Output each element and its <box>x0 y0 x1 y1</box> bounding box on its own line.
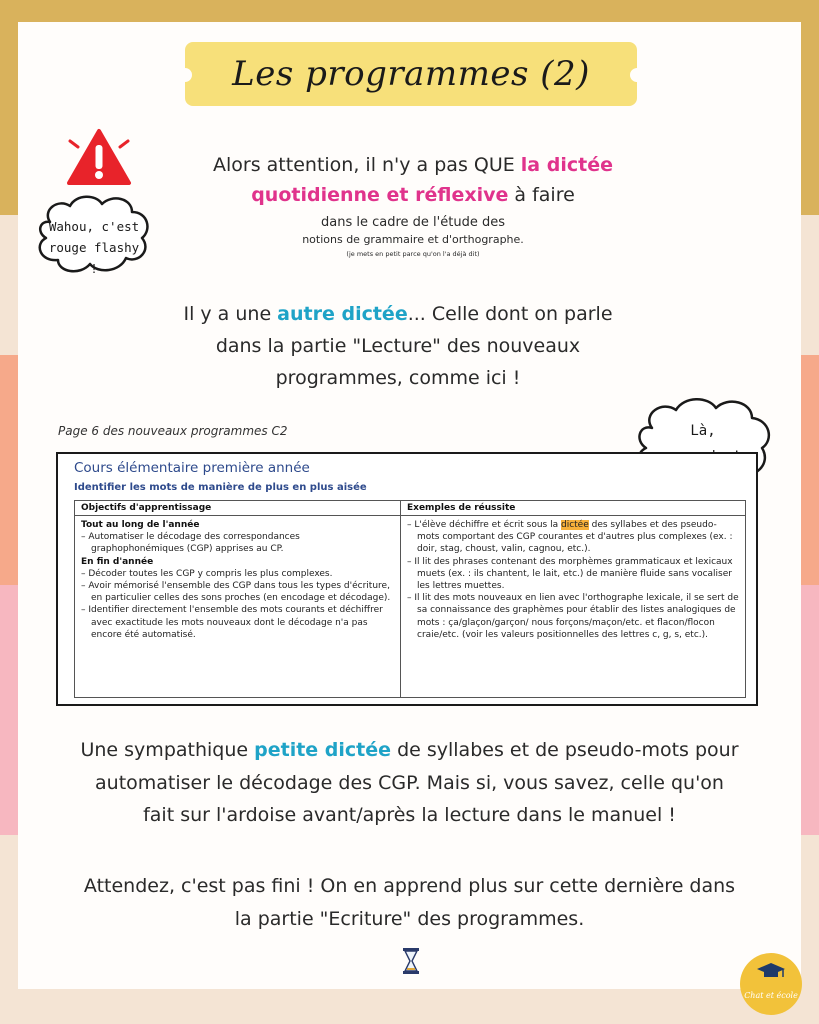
content-card <box>18 22 801 989</box>
column-header-exemples: Exemples de réussite <box>401 501 745 516</box>
brand-logo <box>740 953 802 1015</box>
left-item-3: – Avoir mémorisé l'ensemble des CGP dans tous les types d'écriture, en particulier celles des sons proches (en encodage et décodage). <box>81 581 391 604</box>
left-item-2: – Décoder toutes les CGP y compris les plus complexes. <box>81 568 333 579</box>
right-item-3: – Il lit des mots nouveaux en lien avec l'orthographe lexicale, il se sert de sa connaissance des graphèmes pour établir des listes analogiques de mots : ça/glaçon/garçon/ nous forçons/maçon/etc. et flacon/flocon craie/etc. (voir les valeurs positionnelles des lettres c, g, s, etc.). <box>407 593 739 640</box>
left-item-1: – Automatiser le décodage des correspondances graphophonémiques (CGP) apprises au CP. <box>81 532 300 555</box>
intro-small-line2: notions de grammaire et d'orthographe. <box>302 233 524 246</box>
warning-icon <box>66 127 132 187</box>
right-item-1 <box>407 519 739 556</box>
right-item-2: – Il lit des phrases contenant des morphèmes grammaticaux et lexicaux muets (ex. : ils chantent, le lait, etc.) de manière fluide sans vocaliser les lettres muettes. <box>407 556 733 592</box>
left-item-4: – Identifier directement l'ensemble des mots courants et déchiffrer avec exactitude les mots nouveaux dont le décodage n'a pas encore été automatisé. <box>81 605 383 640</box>
autre-pre: Il y a une <box>183 303 278 325</box>
bubble-wahou-line2: rouge flashy ! <box>48 240 140 276</box>
symp-pre: Une sympathique <box>80 739 255 761</box>
column-objectifs <box>75 501 401 697</box>
intro-small-line1: dans le cadre de l'étude des <box>321 215 505 230</box>
column-header-objectifs: Objectifs d'apprentissage <box>75 501 400 516</box>
highlighted-word-dictee: dictée <box>560 520 589 530</box>
left-heading-1: Tout au long de l'année <box>81 520 200 530</box>
excerpt-table <box>74 500 746 698</box>
autre-highlight: autre dictée <box>277 303 408 325</box>
symp-highlight: petite dictée <box>254 739 392 761</box>
excerpt-subheading: Identifier les mots de manière de plus en plus aisée <box>74 482 367 493</box>
petite-dictee-paragraph <box>78 734 741 832</box>
graduation-cap-logo <box>756 961 786 981</box>
attendez-paragraph: Attendez, c'est pas fini ! On en apprend plus sur cette dernière dans la partie "Ecriture" des programmes. <box>83 875 736 930</box>
right-item-1-post: des syllabes et des pseudo-mots comportant des CGP courantes et d'autres plus complexes (ex. : doir, stag, choust, valin, cagnou, etc.). <box>417 520 733 555</box>
hourglass-icon <box>402 947 420 975</box>
intro-tiny-note: (je mets en petit parce qu'on l'a déjà dit) <box>346 250 480 258</box>
intro-paragraph <box>178 150 648 260</box>
page-title: Les programmes (2) <box>232 54 590 94</box>
intro-highlight: la dictée quotidienne et réflexive <box>251 154 613 206</box>
bubble-la-line1: Là, <box>690 423 716 439</box>
logo-text: Chat et école <box>744 991 798 1000</box>
column-exemples <box>401 501 745 697</box>
intro-pre: Alors attention, il n'y a pas QUE <box>213 154 521 176</box>
bubble-wahou-line1: Wahou, c'est <box>48 219 140 234</box>
excerpt-heading: Cours élémentaire première année <box>74 460 310 476</box>
page-reference: Page 6 des nouveaux programmes C2 <box>58 424 288 438</box>
speech-bubble-wahou <box>32 192 154 280</box>
symp-post: de syllabes et de pseudo-mots pour automatiser le décodage des CGP. Mais si, vous savez, celle qu'on fait sur l'ardoise avant/après la lecture dans le manuel ! <box>95 739 739 826</box>
title-banner <box>185 42 637 106</box>
programme-excerpt <box>56 452 758 706</box>
right-item-1-pre: – L'élève déchiffre et écrit sous la <box>407 520 561 530</box>
autre-post: ... Celle dont on parle dans la partie "Lecture" des nouveaux programmes, comme ici ! <box>215 303 613 389</box>
intro-post: à faire <box>508 184 575 206</box>
left-heading-2: En fin d'année <box>81 556 154 567</box>
autre-dictee-paragraph <box>168 298 628 394</box>
